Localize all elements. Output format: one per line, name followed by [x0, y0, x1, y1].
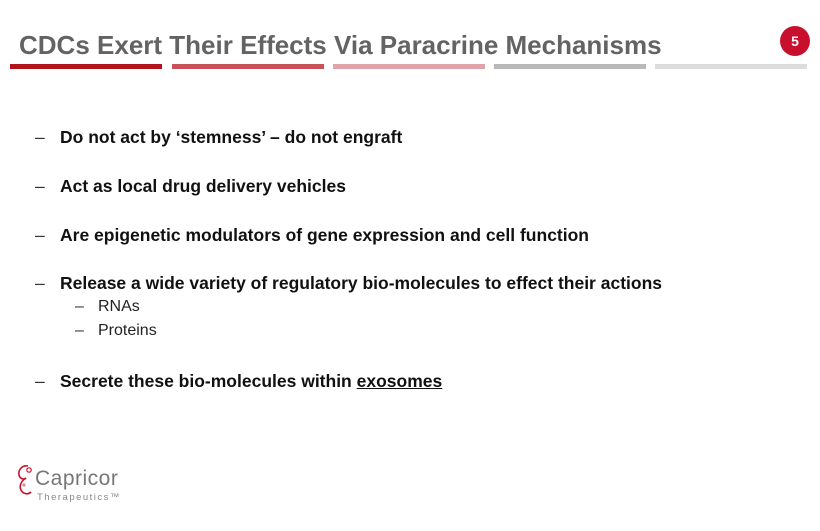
dash-marker: – [75, 298, 84, 315]
dash-marker: – [75, 322, 84, 339]
bullet-item [35, 176, 346, 197]
company-logo [15, 463, 175, 513]
capricor-logo-icon [15, 463, 37, 497]
bullet-text: Act as local drug delivery vehicles [60, 176, 346, 196]
bullet-text: Release a wide variety of regulatory bio-molecules to effect their actions [60, 273, 662, 293]
bullet-item [35, 225, 589, 246]
exosomes-underlined-text: exosomes [356, 371, 443, 391]
bullet-text: Secrete these bio-molecules within [60, 371, 357, 391]
dash-marker: – [35, 127, 45, 147]
title-rule-segment [494, 64, 646, 69]
bullet-text: Are epigenetic modulators of gene expression and cell function [60, 225, 589, 245]
bullet-text: Do not act by ‘stemness’ – do not engraft [60, 127, 403, 147]
sub-bullet-text: RNAs [98, 298, 140, 315]
page-number-badge: 5 [780, 26, 810, 56]
dash-marker: – [35, 225, 45, 245]
sub-bullet-item [75, 298, 140, 316]
logo-tagline: Therapeutics™ [37, 492, 121, 503]
bullet-item [35, 127, 402, 148]
logo-name: Capricor [35, 467, 119, 490]
title-rule-segment [10, 64, 162, 69]
dash-marker: – [35, 371, 45, 391]
dash-marker: – [35, 176, 45, 196]
sub-bullet-text: Proteins [98, 322, 157, 339]
bullet-item [35, 371, 442, 392]
slide-title: CDCs Exert Their Effects Via Paracrine Mechanisms [19, 30, 662, 60]
title-rule-segment [655, 64, 807, 69]
sub-bullet-item [75, 322, 157, 340]
dash-marker: – [35, 273, 45, 293]
bullet-item [35, 273, 662, 294]
title-rule-segment [172, 64, 324, 69]
title-rule-segment [333, 64, 485, 69]
